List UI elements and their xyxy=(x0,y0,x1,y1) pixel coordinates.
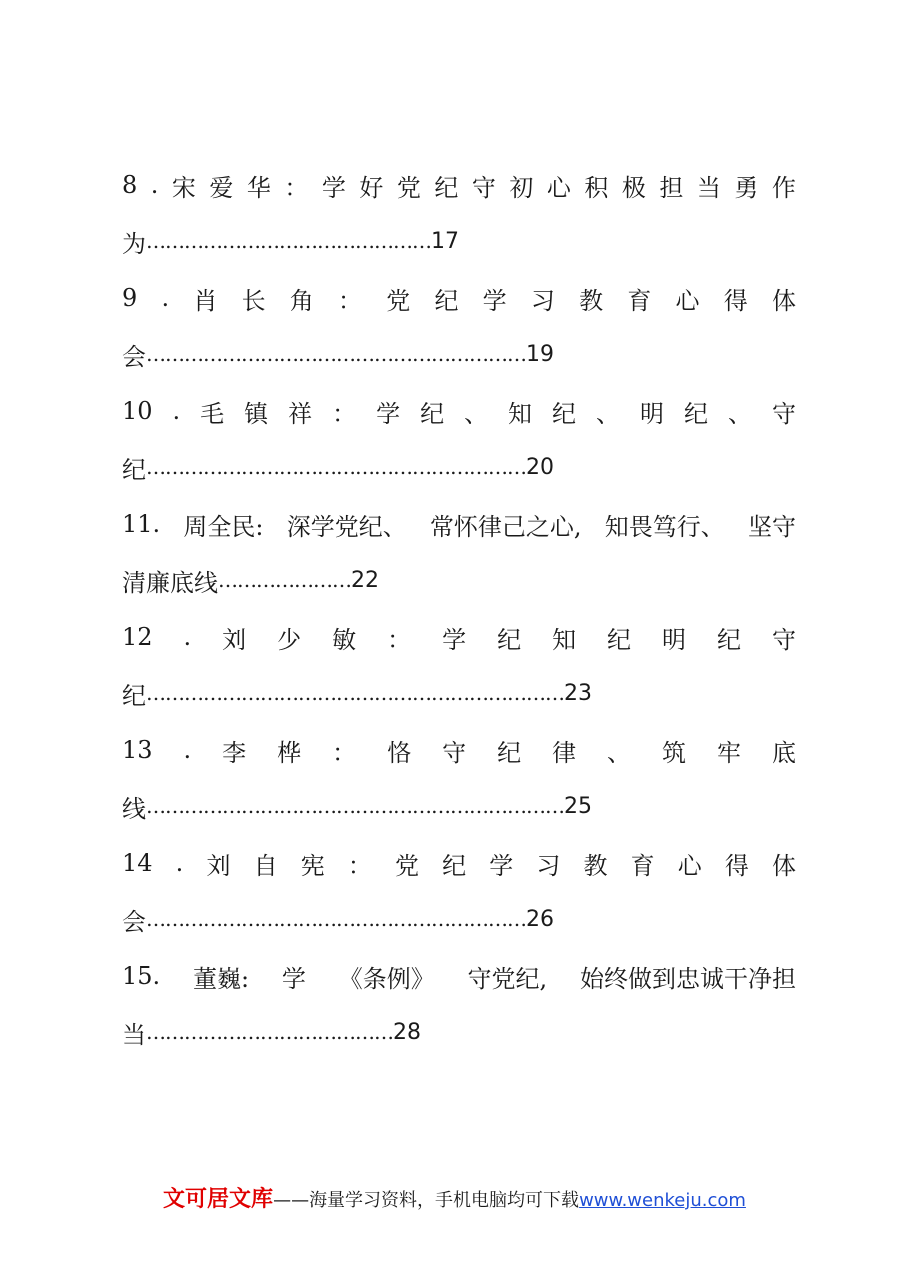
toc-title-segment: 守 xyxy=(471,173,496,202)
toc-title-segment: ： xyxy=(332,399,357,428)
page-number: 26 xyxy=(526,906,554,932)
toc-entry-title xyxy=(122,499,796,549)
page-number: 20 xyxy=(526,454,554,480)
toc-title-segment: 得 xyxy=(723,286,748,315)
toc-entry[interactable] xyxy=(122,951,796,1064)
toc-title-segment: 明 xyxy=(662,625,687,654)
toc-title-segment: 纪 xyxy=(420,399,445,428)
toc-entry-title xyxy=(122,386,796,436)
toc-title-segment: 党 xyxy=(396,173,421,202)
toc-title-segment: 、 xyxy=(607,738,632,767)
toc-title-segment: 纪 xyxy=(607,625,632,654)
toc-title-segment: 初 xyxy=(509,173,534,202)
toc-title-segment: . xyxy=(183,623,192,651)
toc-title-segment: 律 xyxy=(552,738,577,767)
toc-title-segment: 习 xyxy=(530,286,555,315)
toc-title-segment: ： xyxy=(338,286,363,315)
toc-title-segment: . xyxy=(175,849,184,877)
toc-title-segment: . xyxy=(150,171,159,199)
toc-entry-continuation xyxy=(122,781,592,831)
toc-title-segment: 刘 xyxy=(222,625,247,654)
dot-leader: ……………………………………… xyxy=(146,229,431,253)
toc-title-segment: 10 xyxy=(122,397,153,425)
toc-title-segment: 角 xyxy=(289,286,314,315)
toc-title-end: 会 xyxy=(122,907,146,936)
toc-title-segment: 常怀律己之心, xyxy=(429,512,582,541)
toc-entry-title xyxy=(122,838,796,888)
footer-brand: 文可居文库 xyxy=(163,1187,274,1212)
toc-title-segment: 知畏笃行、 xyxy=(604,512,725,541)
toc-title-segment: 、 xyxy=(464,399,489,428)
toc-entry-continuation xyxy=(122,1007,421,1057)
toc-title-segment: 、 xyxy=(727,399,752,428)
toc-title-segment: 纪 xyxy=(717,625,742,654)
dot-leader: ………………………………… xyxy=(146,1020,393,1044)
toc-entry-title xyxy=(122,160,796,210)
toc-title-segment: 知 xyxy=(508,399,533,428)
toc-title-segment: 《条例》 xyxy=(338,964,435,993)
toc-title-segment: 刘 xyxy=(206,851,231,880)
page-number: 19 xyxy=(526,341,554,367)
toc-title-segment: 镇 xyxy=(244,399,269,428)
dot-leader: …………………………………………………… xyxy=(146,342,526,366)
toc-title-segment: 育 xyxy=(627,286,652,315)
toc-title-segment: 深学党纪、 xyxy=(286,512,407,541)
toc-title-segment: 坚守 xyxy=(748,512,796,541)
toc-title-segment: 极 xyxy=(621,173,646,202)
toc-entry[interactable] xyxy=(122,160,796,273)
toc-title-segment: 长 xyxy=(241,286,266,315)
toc-entry[interactable] xyxy=(122,838,796,951)
toc-entry-title xyxy=(122,273,796,323)
toc-title-segment: . xyxy=(172,397,181,425)
toc-title-segment: 毛 xyxy=(200,399,225,428)
toc-title-segment: 祥 xyxy=(288,399,313,428)
toc-title-segment: 担 xyxy=(659,173,684,202)
toc-title-segment: 始终做到忠诚干净担 xyxy=(579,964,796,993)
toc-title-segment: 党 xyxy=(394,851,419,880)
toc-title-segment: 守党纪, xyxy=(467,964,548,993)
toc-title-segment: 知 xyxy=(552,625,577,654)
page-number: 23 xyxy=(564,680,592,706)
toc-title-segment: ： xyxy=(347,851,372,880)
dot-leader: ………………………………………………………… xyxy=(146,681,564,705)
toc-entry-title xyxy=(122,725,796,775)
toc-entry-continuation xyxy=(122,894,554,944)
toc-title-segment: ： xyxy=(284,173,309,202)
toc-title-segment: 体 xyxy=(771,851,796,880)
toc-title-segment: 少 xyxy=(277,625,302,654)
toc-entry-continuation xyxy=(122,555,379,605)
toc-entry[interactable] xyxy=(122,725,796,838)
toc-title-segment: 宋 xyxy=(171,173,196,202)
toc-title-segment: 8 xyxy=(122,171,138,199)
toc-title-segment: 当 xyxy=(696,173,721,202)
toc-title-end: 会 xyxy=(122,342,146,371)
toc-entry[interactable] xyxy=(122,499,796,612)
toc-title-segment: 心 xyxy=(675,286,700,315)
toc-title-segment: 好 xyxy=(359,173,384,202)
toc-entry[interactable] xyxy=(122,612,796,725)
toc-title-segment: 李 xyxy=(222,738,247,767)
toc-title-segment: 周全民: xyxy=(183,512,264,541)
toc-entry[interactable] xyxy=(122,273,796,386)
toc-title-segment: 勇 xyxy=(734,173,759,202)
toc-entry-continuation xyxy=(122,442,554,492)
page-number: 25 xyxy=(564,793,592,819)
toc-title-segment: 13 xyxy=(122,736,153,764)
toc-title-segment: 教 xyxy=(583,851,608,880)
toc-title-segment: 守 xyxy=(771,399,796,428)
toc-title-segment: 明 xyxy=(640,399,664,428)
dot-leader: ………………………………………………………… xyxy=(146,794,564,818)
toc-entry-continuation xyxy=(122,668,592,718)
toc-entry-title xyxy=(122,951,796,1001)
toc-title-segment: 自 xyxy=(253,851,278,880)
toc-title-segment: 恪 xyxy=(387,738,412,767)
toc-title-segment: 学 xyxy=(376,399,401,428)
footer-tagline: ——海量学习资料，手机电脑均可下载 xyxy=(273,1190,580,1211)
toc-title-segment: 学 xyxy=(482,286,507,315)
toc-entry-continuation xyxy=(122,329,554,379)
toc-title-segment: 守 xyxy=(442,738,467,767)
toc-title-segment: 纪 xyxy=(497,625,522,654)
toc-title-segment: 12 xyxy=(122,623,153,651)
toc-title-segment: 纪 xyxy=(497,738,522,767)
toc-title-segment: 9 xyxy=(122,284,138,312)
toc-title-segment: 15. xyxy=(122,962,161,990)
toc-title-segment: 14 xyxy=(122,849,153,877)
toc-title-segment: 牢 xyxy=(717,738,742,767)
toc-title-segment: 体 xyxy=(771,286,796,315)
toc-title-segment: 学 xyxy=(281,964,306,993)
footer-link[interactable]: www.wenkeju.com xyxy=(579,1190,746,1211)
toc-title-segment: 心 xyxy=(677,851,702,880)
toc-title-segment: 底 xyxy=(772,738,796,767)
toc-entry-title xyxy=(122,612,796,662)
toc-title-segment: 纪 xyxy=(434,173,459,202)
toc-entry-continuation xyxy=(122,216,459,266)
toc-title-end: 清廉底线 xyxy=(122,568,218,597)
toc-title-segment: 纪 xyxy=(552,399,577,428)
table-of-contents xyxy=(122,160,796,1064)
toc-title-segment: 纪 xyxy=(683,399,708,428)
toc-title-segment: 、 xyxy=(596,399,621,428)
toc-title-segment: 纪 xyxy=(442,851,467,880)
toc-title-segment: 作 xyxy=(771,173,796,202)
toc-title-segment: 敏 xyxy=(332,625,357,654)
toc-title-end: 为 xyxy=(122,229,146,258)
footer xyxy=(0,1182,909,1213)
dot-leader: ………………… xyxy=(218,568,351,592)
toc-title-segment: . xyxy=(183,736,192,764)
toc-title-segment: ： xyxy=(332,738,357,767)
page-number: 22 xyxy=(351,567,379,593)
toc-title-segment: 肖 xyxy=(193,286,218,315)
toc-title-segment: 董巍: xyxy=(192,964,250,993)
toc-title-end: 当 xyxy=(122,1020,146,1049)
toc-title-segment: 习 xyxy=(536,851,561,880)
toc-title-end: 线 xyxy=(122,794,146,823)
toc-title-segment: ： xyxy=(387,625,412,654)
toc-title-segment: 学 xyxy=(442,625,467,654)
toc-entry[interactable] xyxy=(122,386,796,499)
toc-title-segment: 得 xyxy=(724,851,749,880)
page-number: 28 xyxy=(393,1019,421,1045)
toc-title-segment: 纪 xyxy=(434,286,459,315)
dot-leader: …………………………………………………… xyxy=(146,907,526,931)
toc-title-segment: 爱 xyxy=(209,173,234,202)
toc-title-end: 纪 xyxy=(122,681,146,710)
toc-title-segment: 宪 xyxy=(300,851,325,880)
toc-title-segment: 党 xyxy=(386,286,411,315)
toc-title-segment: 教 xyxy=(579,286,604,315)
toc-title-segment: 桦 xyxy=(277,738,302,767)
toc-title-segment: 积 xyxy=(584,173,609,202)
toc-title-segment: 心 xyxy=(546,173,571,202)
toc-title-segment: 学 xyxy=(489,851,514,880)
toc-title-segment: 育 xyxy=(630,851,655,880)
toc-title-segment: 筑 xyxy=(662,738,687,767)
toc-title-segment: 守 xyxy=(772,625,796,654)
toc-title-segment: 学 xyxy=(321,173,346,202)
toc-title-segment: 11. xyxy=(122,510,161,538)
toc-title-end: 纪 xyxy=(122,455,146,484)
toc-title-segment: . xyxy=(161,284,170,312)
toc-title-segment: 华 xyxy=(246,173,271,202)
dot-leader: …………………………………………………… xyxy=(146,455,526,479)
page-number: 17 xyxy=(431,228,459,254)
